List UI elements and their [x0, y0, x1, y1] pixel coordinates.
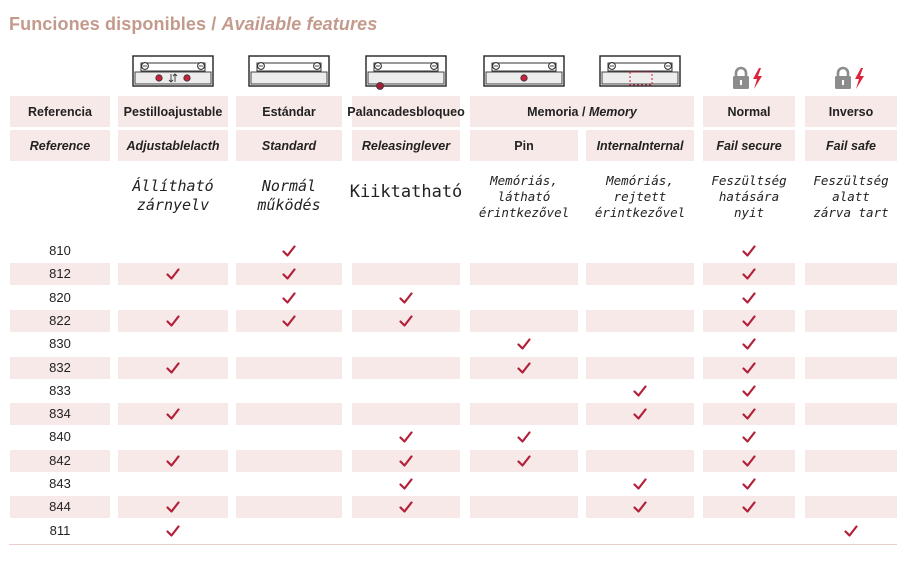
header-label: Internal	[638, 138, 684, 153]
hungarian-line: látható	[497, 189, 551, 204]
check-icon	[166, 362, 180, 374]
check-icon	[633, 478, 647, 490]
header-label: Interna	[596, 138, 639, 153]
row-band-cell	[586, 263, 694, 285]
header-ref-en	[10, 130, 110, 161]
check-icon	[742, 385, 756, 397]
check-icon	[742, 362, 756, 374]
row-reference: 840	[49, 429, 71, 445]
check-icon	[166, 408, 180, 420]
hungarian-line: rejtett	[613, 189, 667, 204]
hungarian-line: hatására	[718, 189, 780, 204]
header-label: Palanca	[347, 104, 395, 119]
row-band-cell	[470, 263, 578, 285]
check-icon	[633, 501, 647, 513]
header-pestillo-en	[118, 130, 228, 161]
check-icon	[282, 245, 296, 257]
check-icon	[742, 455, 756, 467]
header-label: Adjustable	[126, 138, 191, 153]
standard-lock-icon	[243, 50, 335, 94]
header-memory-en: Memory	[588, 104, 637, 119]
bottom-divider	[9, 544, 897, 545]
check-icon	[282, 292, 296, 304]
check-icon	[399, 315, 413, 327]
check-icon	[166, 455, 180, 467]
check-icon	[399, 501, 413, 513]
header-normal-en	[703, 130, 795, 161]
hungarian-label-pin	[462, 173, 586, 221]
check-icon	[742, 431, 756, 443]
fail-safe-lock-icon	[830, 66, 870, 92]
row-reference: 843	[49, 476, 71, 491]
header-interna-en	[586, 130, 694, 161]
header-pin-en	[470, 130, 578, 161]
header-label: desbloqueo	[394, 104, 465, 119]
row-band-cell	[236, 357, 342, 379]
row-band-cell	[470, 496, 578, 518]
header-label: Inverso	[828, 104, 874, 119]
row-band-cell	[805, 263, 897, 285]
check-icon	[633, 385, 647, 397]
hungarian-line: nyit	[733, 205, 765, 220]
hungarian-line: Állítható	[132, 177, 214, 195]
header-label: Releasing	[361, 138, 421, 153]
check-icon	[517, 455, 531, 467]
check-icon	[742, 245, 756, 257]
row-reference: 833	[49, 382, 71, 398]
row-reference: 811	[49, 522, 71, 538]
hungarian-line: működés	[257, 196, 321, 214]
memory-internal-lock-icon	[594, 50, 686, 94]
check-icon	[742, 478, 756, 490]
header-memory-es: Memoria /	[527, 104, 589, 119]
check-icon	[399, 431, 413, 443]
hungarian-line: Feszültség	[813, 173, 889, 188]
check-icon	[742, 315, 756, 327]
row-band-cell	[805, 496, 897, 518]
adjustable-latch-lock-icon	[127, 50, 219, 94]
row-reference: 812	[49, 266, 71, 282]
hungarian-line: érintkezővel	[594, 205, 686, 220]
row-band-cell	[236, 403, 342, 425]
header-ref-es	[10, 96, 110, 127]
hungarian-line: Memóriás,	[606, 173, 674, 188]
check-icon	[517, 431, 531, 443]
title-main: Funciones disponibles /	[9, 14, 222, 34]
check-icon	[633, 408, 647, 420]
row-reference: 810	[49, 243, 71, 258]
row-reference: 822	[49, 312, 71, 328]
header-label: Normal	[727, 104, 771, 119]
hungarian-line: zárva tart	[813, 205, 889, 220]
hungarian-label-estandar	[228, 177, 350, 215]
row-band-cell	[352, 403, 460, 425]
hungarian-line: alatt	[832, 189, 870, 204]
row-band-cell	[352, 263, 460, 285]
header-label: lever	[420, 138, 451, 153]
check-icon	[399, 292, 413, 304]
header-label: Pestillo	[123, 104, 169, 119]
header-estandar-es	[236, 96, 342, 127]
hungarian-line: Kiiktatható	[349, 182, 463, 202]
row-reference: 830	[49, 336, 71, 352]
header-label: Pin	[514, 138, 534, 153]
header-ref-en-label: Reference	[29, 138, 91, 153]
check-icon	[742, 292, 756, 304]
row-band-cell	[236, 496, 342, 518]
fail-secure-lock-icon	[728, 66, 768, 92]
hungarian-line: Memóriás,	[490, 173, 558, 188]
check-icon	[282, 315, 296, 327]
header-label: Estándar	[262, 104, 316, 119]
hungarian-line: érintkezővel	[478, 205, 570, 220]
row-band-cell	[470, 403, 578, 425]
row-band-cell	[805, 403, 897, 425]
hungarian-label-interna	[578, 173, 702, 221]
check-icon	[399, 478, 413, 490]
check-icon	[166, 268, 180, 280]
row-band-cell	[586, 450, 694, 472]
releasing-lever-lock-icon	[360, 50, 452, 94]
hungarian-label-pestillo	[110, 177, 236, 215]
header-ref-es-label: Referencia	[28, 104, 92, 119]
check-icon	[742, 268, 756, 280]
hungarian-label-normal	[695, 173, 803, 221]
row-band-cell	[352, 357, 460, 379]
check-icon	[517, 338, 531, 350]
row-band-cell	[470, 310, 578, 332]
row-band-cell	[805, 357, 897, 379]
check-icon	[517, 362, 531, 374]
header-memory	[470, 96, 694, 127]
row-reference: 834	[49, 406, 71, 422]
header-palanca-en	[352, 130, 460, 161]
hungarian-line: zárnyelv	[136, 196, 210, 214]
hungarian-line: Feszültség	[711, 173, 787, 188]
check-icon	[166, 525, 180, 537]
check-icon	[742, 501, 756, 513]
header-normal-es	[703, 96, 795, 127]
header-palanca-es	[347, 96, 465, 127]
header-label: Fail safe	[825, 138, 877, 153]
check-icon	[399, 455, 413, 467]
row-band-cell	[586, 310, 694, 332]
row-band-cell	[805, 310, 897, 332]
hungarian-label-palanca	[344, 183, 468, 202]
check-icon	[282, 268, 296, 280]
title-italic: Available features	[221, 14, 378, 34]
header-inverso-en	[805, 130, 897, 161]
header-label: ajustable	[168, 104, 223, 119]
row-band-cell	[805, 450, 897, 472]
header-label: Fail secure	[716, 138, 782, 153]
row-reference: 820	[49, 289, 71, 305]
check-icon	[844, 525, 858, 537]
hungarian-label-inverso	[797, 173, 905, 221]
row-reference: 832	[49, 359, 71, 375]
header-estandar-en	[236, 130, 342, 161]
row-band-cell	[586, 357, 694, 379]
check-icon	[742, 408, 756, 420]
check-icon	[166, 501, 180, 513]
memory-pin-lock-icon	[478, 50, 570, 94]
header-pestillo-es	[118, 96, 228, 127]
row-reference: 844	[49, 499, 71, 515]
hungarian-line: Normál	[261, 177, 317, 195]
header-label: lacth	[190, 138, 220, 153]
row-band-cell	[236, 450, 342, 472]
row-reference: 842	[49, 452, 71, 468]
page-title	[9, 14, 377, 35]
header-label: Standard	[261, 138, 317, 153]
check-icon	[166, 315, 180, 327]
check-icon	[742, 338, 756, 350]
header-inverso-es	[805, 96, 897, 127]
